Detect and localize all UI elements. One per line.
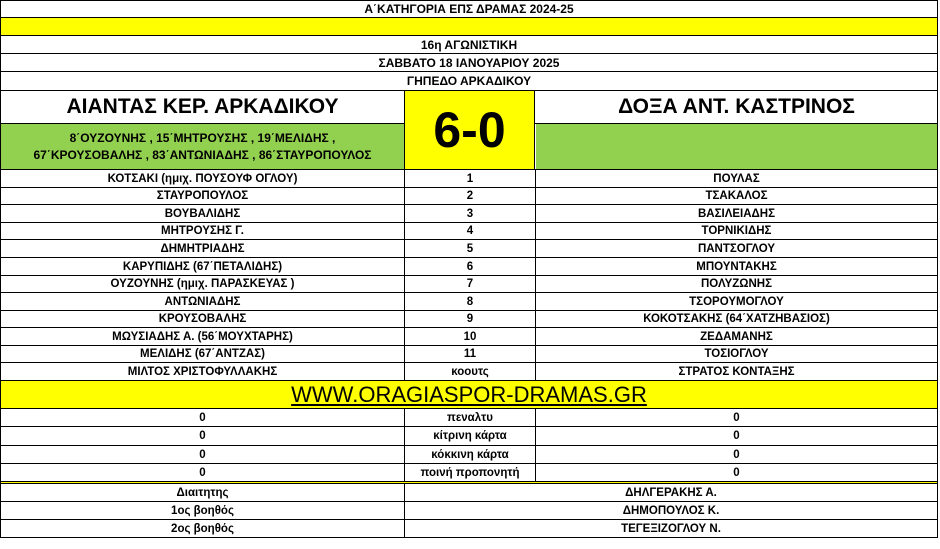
- away-team-name: ΔΟΞΑ ΑΝΤ. ΚΑΣΤΡΙΝΟΣ: [618, 95, 855, 118]
- shirt-number: 1: [405, 170, 536, 187]
- lineup-row: [0, 223, 938, 240]
- home-stat-value: 0: [1, 409, 405, 426]
- lineup-row: [0, 293, 938, 311]
- home-scorers: [1, 124, 405, 169]
- home-player: ΚΑΡΥΠΙΔΗΣ (67΄ΠΕΤΑΛΙΔΗΣ): [1, 258, 405, 275]
- away-player: ΖΕΔΑΜΑΝΗΣ: [700, 330, 773, 343]
- stat-row: [0, 427, 938, 446]
- shirt-number: 8: [405, 293, 536, 310]
- away-player: ΠΑΝΤΣΟΓΛΟΥ: [697, 242, 776, 255]
- home-stat-value: 0: [1, 427, 405, 445]
- away-player: ΣΤΡΑΤΟΣ ΚΟΝΤΑΞΗΣ: [678, 365, 795, 378]
- home-player: ΣΤΑΥΡΟΠΟΥΛΟΣ: [1, 188, 405, 204]
- website-link[interactable]: WWW.ORAGIASPOR-DRAMAS.GR: [291, 381, 647, 407]
- home-team-name: ΑΙΑΝΤΑΣ ΚΕΡ. ΑΡΚΑΔΙΚΟΥ: [1, 91, 405, 123]
- home-stat-value: 0: [1, 446, 405, 463]
- stat-row: [0, 446, 938, 464]
- league-title-row: [0, 0, 938, 18]
- away-stat-value: 0: [733, 430, 740, 442]
- shirt-number: 5: [405, 240, 536, 257]
- official-name: ΔΗΛΓΕΡΑΚΗΣ Α.: [625, 486, 717, 499]
- shirt-number: 6: [405, 258, 536, 275]
- away-stat-value: 0: [733, 448, 740, 461]
- lineup-row: [0, 328, 938, 346]
- away-stat-value: 0: [733, 466, 740, 479]
- away-player: ΤΣΑΚΑΛΟΣ: [705, 190, 768, 202]
- stat-row: [0, 409, 938, 427]
- home-player: ΔΗΜΗΤΡΙΑΔΗΣ: [1, 240, 405, 257]
- home-player: ΒΟΥΒΑΛΙΔΗΣ: [1, 205, 405, 222]
- yellow-spacer-row: [0, 18, 938, 36]
- home-player: ΚΡΟΥΣΟΒΑΛΗΣ: [1, 311, 405, 327]
- home-scorers-line-1: 8΄ΟΥΖΟΥΝΗΣ , 15΄ΜΗΤΡΟΥΣΗΣ , 19΄ΜΕΛΙΔΗΣ ,: [69, 130, 336, 145]
- venue-label: ΓΗΠΕΔΟ ΑΡΚΑΔΙΚΟΥ: [406, 74, 532, 88]
- lineup-row: [0, 188, 938, 205]
- official-name: ΔΗΜΟΠΟΥΛΟΣ Κ.: [622, 504, 720, 517]
- lineup-row: [0, 276, 938, 293]
- home-player: ΑΝΤΩΝΙΑΔΗΣ: [1, 293, 405, 310]
- shirt-number: 10: [405, 328, 536, 345]
- match-date: ΣΑΒΒΑΤΟ 18 ΙΑΝΟΥΑΡΙΟΥ 2025: [378, 55, 560, 70]
- stat-row: [0, 464, 938, 482]
- official-role: 1ος βοηθός: [1, 502, 405, 519]
- shirt-number: 9: [405, 311, 536, 327]
- matchday-label: 16η ΑΓΩΝΙΣΤΙΚΗ: [420, 37, 518, 52]
- away-player: ΠΟΥΛΑΣ: [713, 172, 760, 185]
- lineup-row: [0, 240, 938, 258]
- away-player: ΤΟΣΙΟΓΛΟΥ: [704, 348, 769, 360]
- official-role: 2ος βοηθός: [1, 520, 405, 537]
- lineup-row: [0, 170, 938, 188]
- stat-label: ποινή προπονητή: [405, 464, 536, 481]
- away-player: ΒΑΣΙΛΕΙΑΔΗΣ: [697, 207, 776, 220]
- stat-label: πεναλτυ: [405, 409, 536, 426]
- away-player: ΠΟΛΥΖΩΝΗΣ: [701, 278, 772, 290]
- home-scorers-line-2: 67΄ΚΡΟΥΣΟΒΑΛΗΣ , 83΄ΑΝΤΩΝΙΑΔΗΣ , 86΄ΣΤΑΥΡΟΠΟΥΛΟΣ: [33, 147, 372, 162]
- official-row: [0, 484, 938, 502]
- away-stat-value: 0: [733, 411, 740, 424]
- website-row: [0, 381, 938, 409]
- home-player: ΜΗΤΡΟΥΣΗΣ Γ.: [1, 223, 405, 239]
- date-row: [0, 54, 938, 72]
- official-name: ΤΕΓΕΞΙΖΟΓΛΟΥ Ν.: [621, 522, 721, 535]
- official-role: Διαιτητης: [1, 484, 405, 501]
- home-player: ΜΙΛΤΟΣ ΧΡΙΣΤΟΦΥΛΛΑΚΗΣ: [1, 363, 405, 380]
- home-player: ΜΩΥΣΙΑΔΗΣ Α. (56΄ΜΟΥΧΤΑΡΗΣ): [1, 328, 405, 345]
- home-stat-value: 0: [1, 464, 405, 481]
- league-title: Α΄ΚΑΤΗΓΟΡΙΑ ΕΠΣ ΔΡΑΜΑΣ 2024-25: [364, 2, 574, 16]
- stat-label: κίτρινη κάρτα: [405, 427, 536, 445]
- matchday-row: [0, 36, 938, 54]
- shirt-number: 11: [405, 346, 536, 362]
- away-scorers: [536, 124, 937, 169]
- venue-row: [0, 72, 938, 91]
- shirt-number: κοουτς: [405, 363, 536, 380]
- lineup-row: [0, 205, 938, 223]
- away-player: ΜΠΟΥΝΤΑΚΗΣ: [696, 260, 777, 273]
- shirt-number: 3: [405, 205, 536, 222]
- home-player: ΟΥΖΟΥΝΗΣ (ημιχ. ΠΑΡΑΣΚΕΥΑΣ ): [1, 276, 405, 292]
- home-player: ΜΕΛΙΔΗΣ (67΄ΑΝΤΖΑΣ): [1, 346, 405, 362]
- away-player: ΤΣΟΡΟΥΜΟΓΛΟΥ: [689, 295, 784, 308]
- away-player: ΤΟΡΝΙΚΙΔΗΣ: [701, 225, 772, 237]
- away-player: ΚΟΚΟΤΣΑΚΗΣ (64΄ΧΑΤΖΗΒΑΣΙΟΣ): [643, 313, 830, 325]
- final-score: 6-0: [404, 91, 535, 170]
- shirt-number: 2: [405, 188, 536, 204]
- lineup-row: [0, 258, 938, 276]
- shirt-number: 7: [405, 276, 536, 292]
- lineup-row: [0, 311, 938, 328]
- stat-label: κόκκινη κάρτα: [405, 446, 536, 463]
- official-row: [0, 502, 938, 520]
- official-row: [0, 520, 938, 538]
- home-player: ΚΟΤΣΑΚΙ (ημιχ. ΠΟΥΣΟΥΦ ΟΓΛΟΥ): [1, 170, 405, 187]
- lineup-row: [0, 363, 938, 381]
- lineup-row: [0, 346, 938, 363]
- shirt-number: 4: [405, 223, 536, 239]
